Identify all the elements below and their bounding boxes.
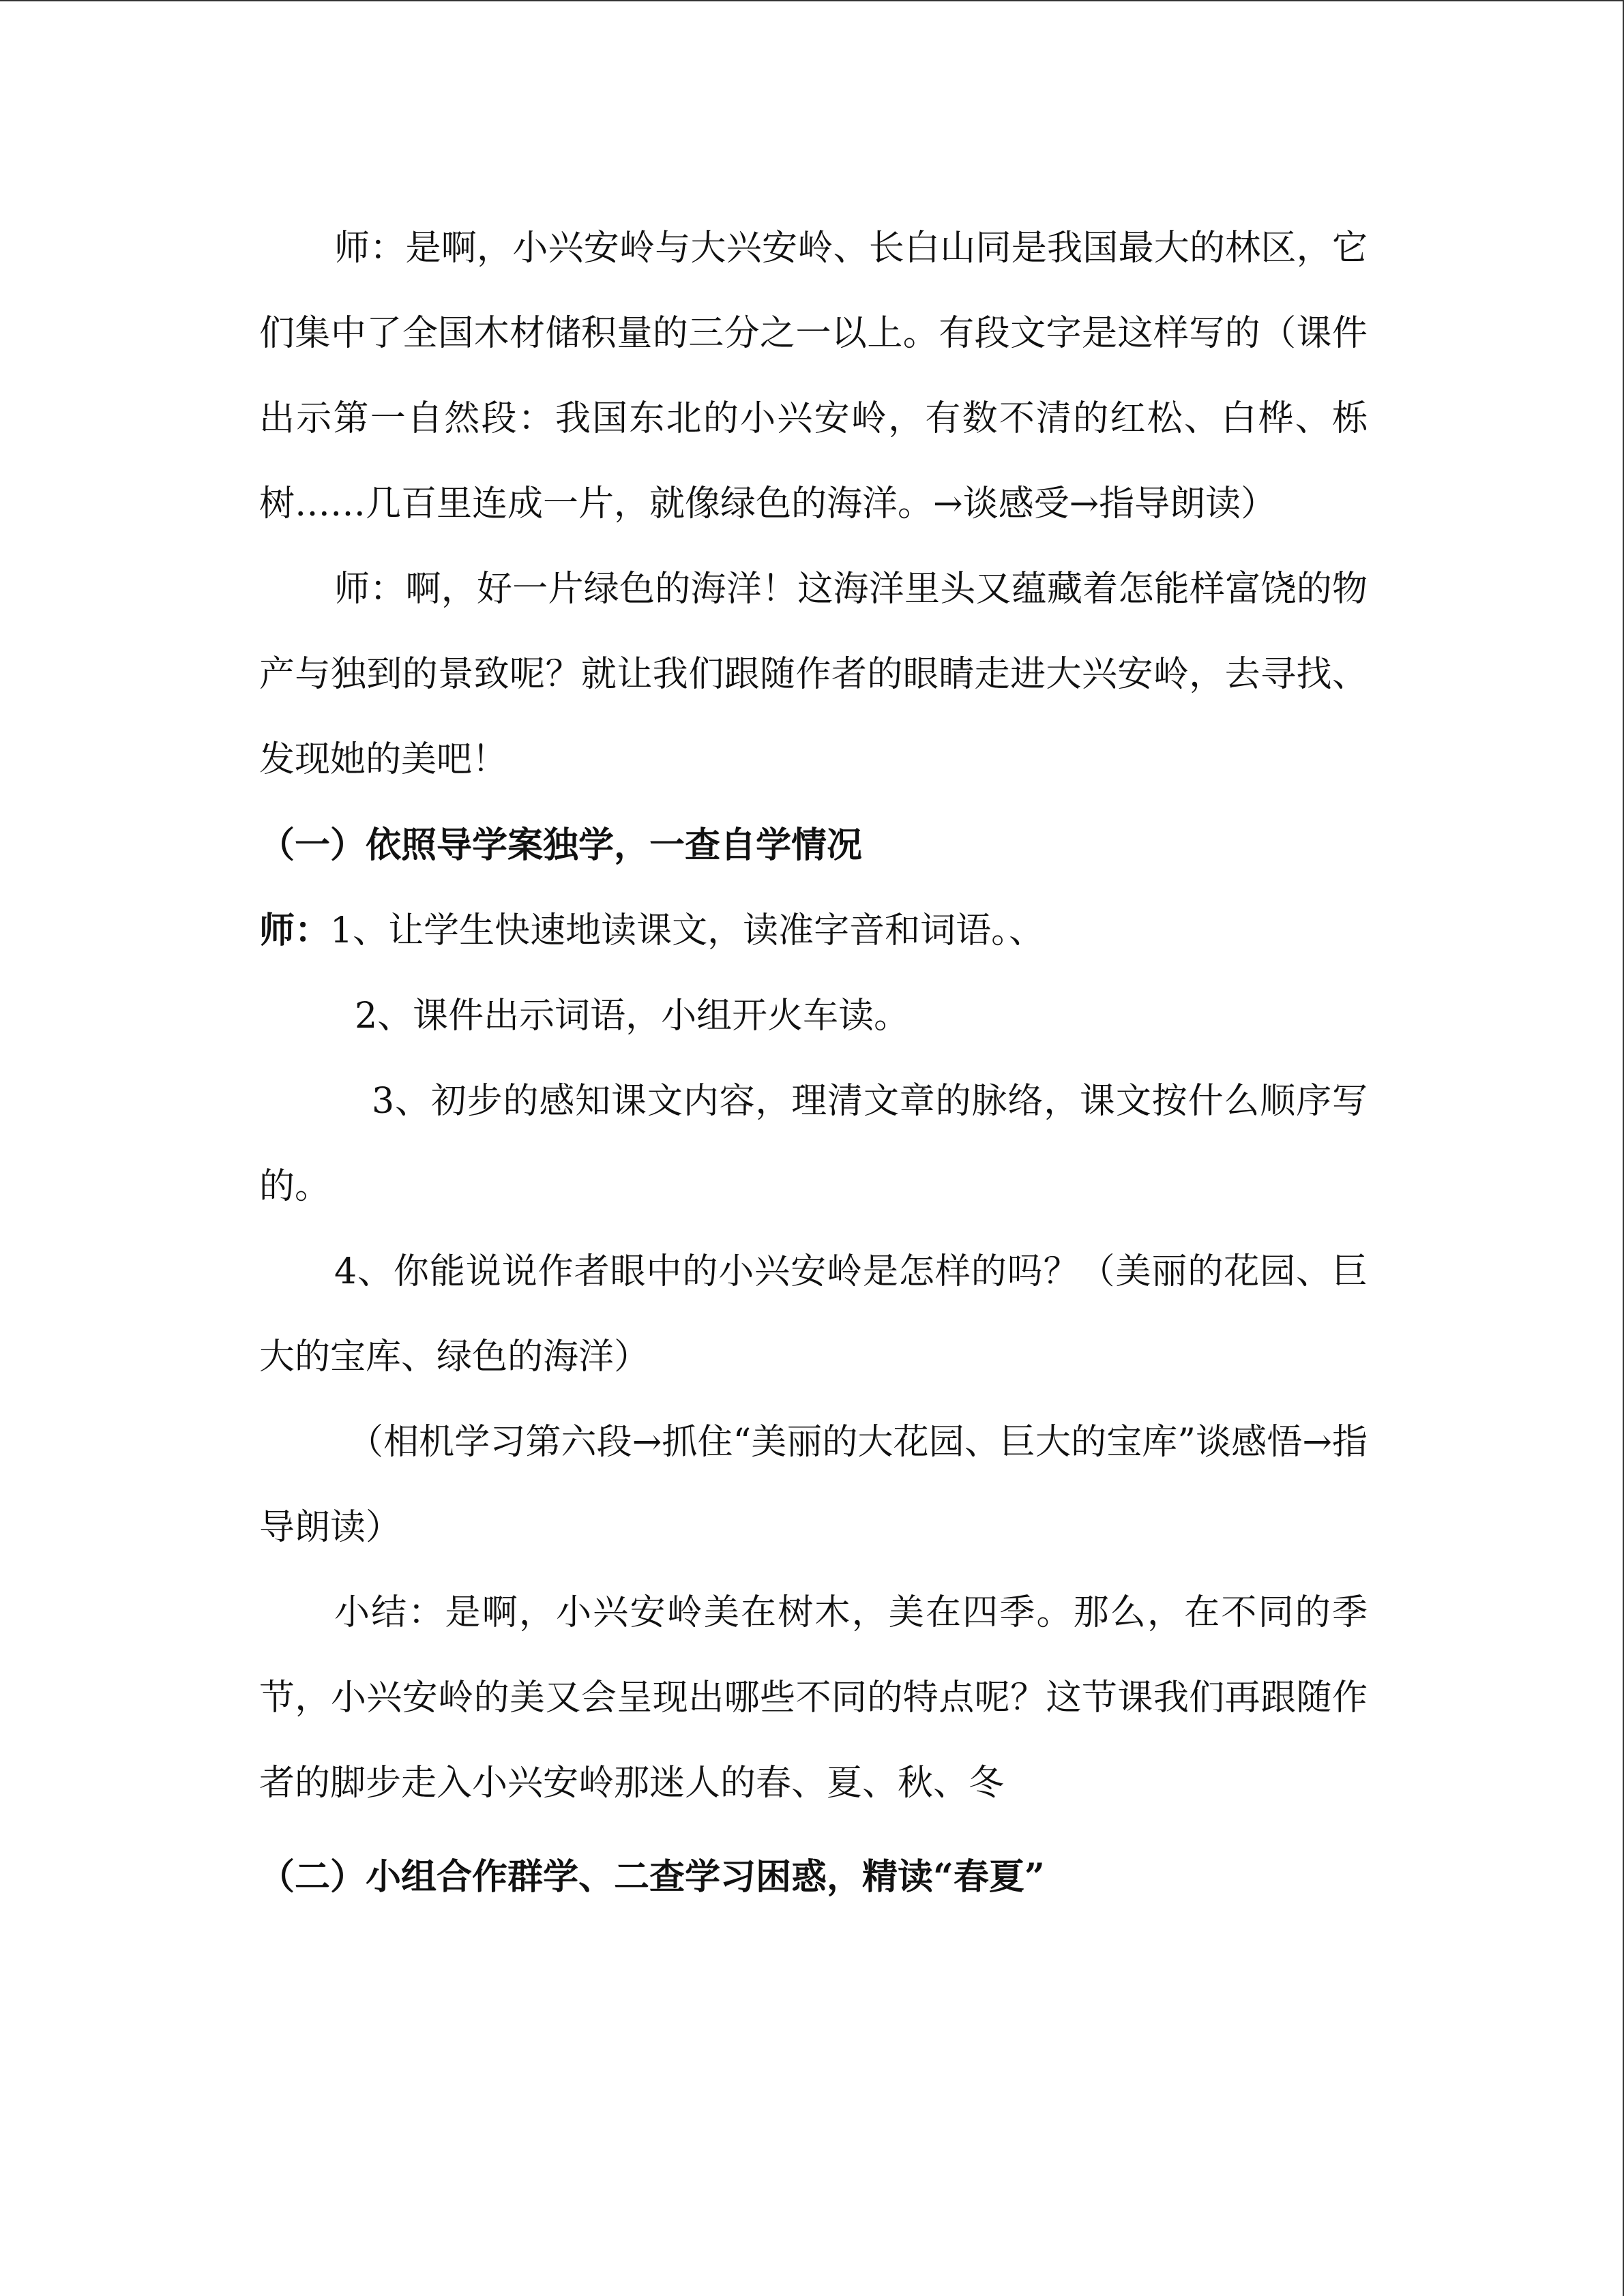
- paragraph-teacher-intro: 师：是啊，小兴安岭与大兴安岭、长白山同是我国最大的林区，它们集中了全国木材储积量的三分之一以上。有段文字是这样写的（课件出示第一自然段：我国东北的小兴安岭，有数不清的红松、白桦、栎树……几百里连成一片，就像绿色的海洋。→谈感受→指导朗读）: [259, 228, 1368, 524]
- paragraph-green-ocean: 师：啊，好一片绿色的海洋！这海洋里头又蕴藏着怎能样富饶的物产与独到的景致呢？就让我们跟随作者的眼睛走进大兴安岭，去寻找、发现她的美吧！: [259, 569, 1368, 780]
- paragraph-step-4: 4、你能说说作者眼中的小兴安岭是怎样的吗？（美丽的花园、巨大的宝库、绿色的海洋）: [259, 1251, 1368, 1377]
- teacher-label: 师：: [259, 910, 331, 951]
- paragraph-step-3: 3、初步的感知课文内容，理清文章的脉络，课文按什么顺序写的。: [259, 1081, 1368, 1207]
- paragraph-step-2: 2、课件出示词语，小组开火车读。: [355, 996, 910, 1037]
- step-1-text: 1、让学生快速地读课文，读准字音和词语。、: [330, 910, 1045, 951]
- paragraph-sixth-section: （相机学习第六段→抓住“美丽的大花园、巨大的宝库”谈感悟→指导朗读）: [259, 1422, 1368, 1548]
- section-heading-two: （二）小组合作群学、二查学习困惑，精读“春夏”: [259, 1856, 1045, 1898]
- section-heading-one: （一）依照导学案独学，一查自学情况: [259, 824, 863, 866]
- paragraph-step-1: [259, 888, 1368, 974]
- document-body: [259, 206, 1368, 1920]
- paragraph-summary: 小结：是啊，小兴安岭美在树木，美在四季。那么，在不同的季节，小兴安岭的美又会呈现出哪些不同的特点呢？这节课我们再跟随作者的脚步走入小兴安岭那迷人的春、夏、秋、冬: [259, 1592, 1368, 1804]
